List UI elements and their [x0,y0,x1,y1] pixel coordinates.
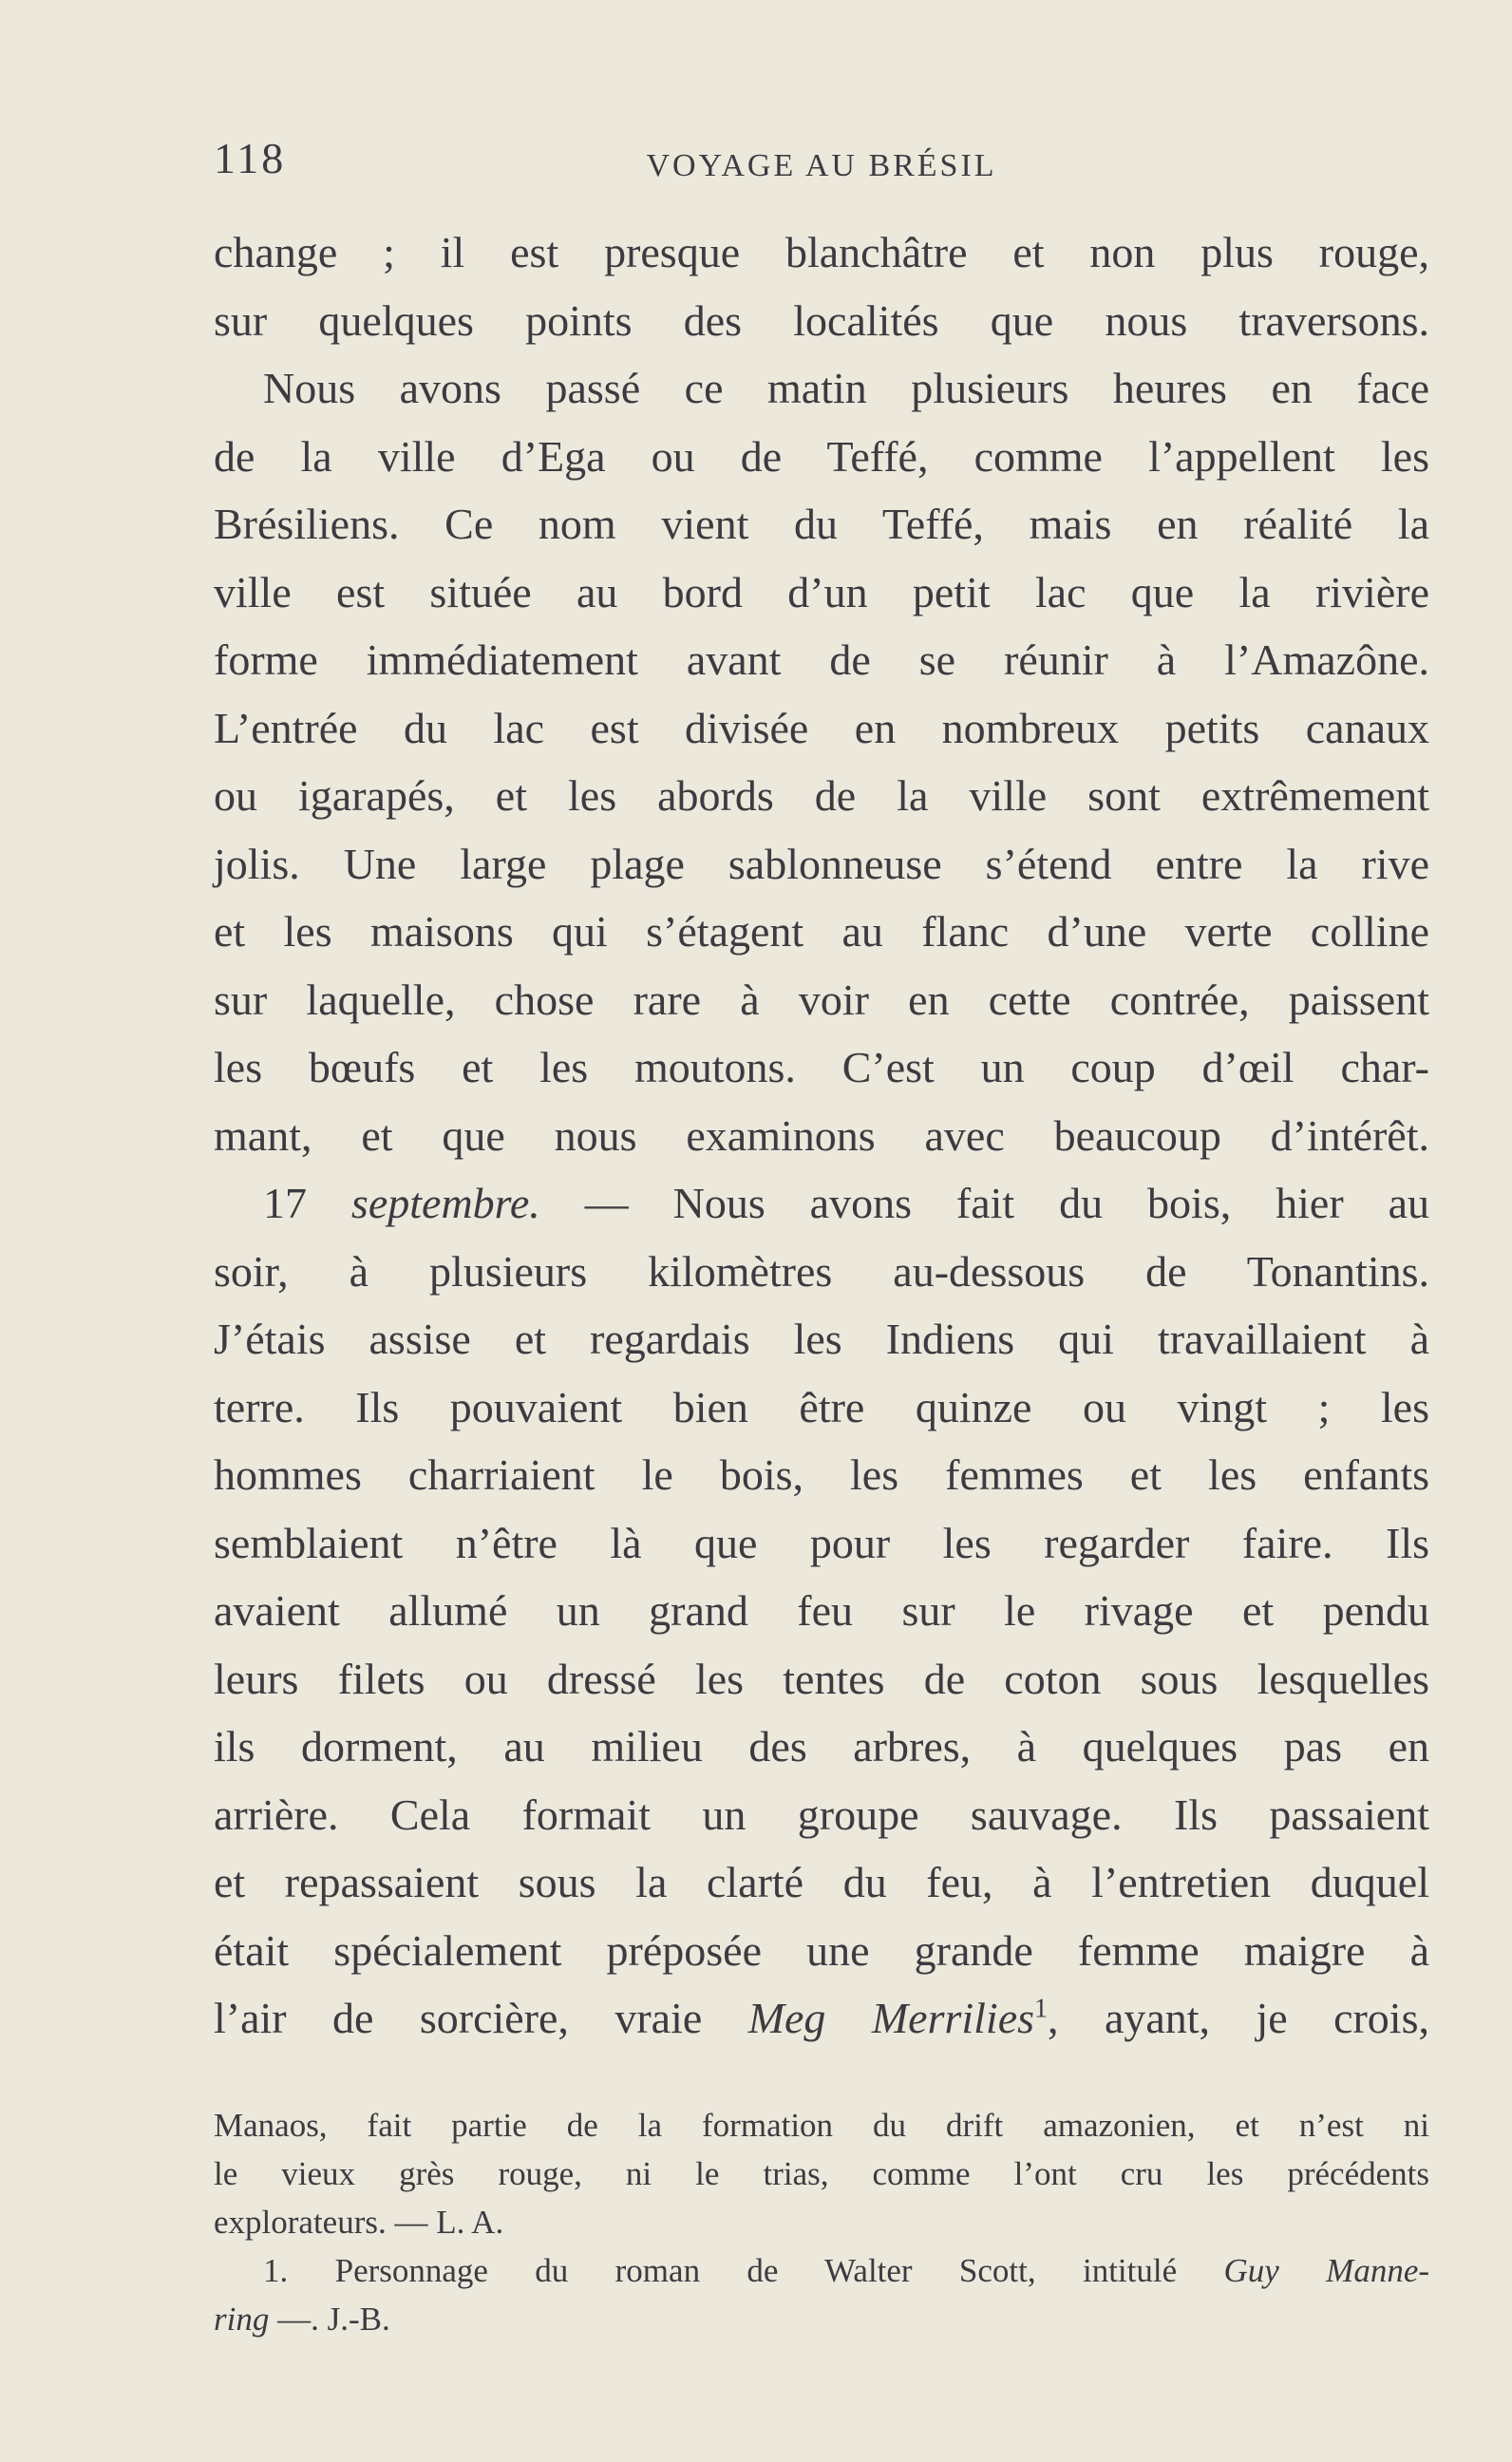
text-line: Brésiliens. Ce nom vient du Teffé, mais en réalité la [214,500,1429,548]
text-line: Nous avons passé ce matin plusieurs heures en face [263,364,1429,412]
text-line: soir, à plusieurs kilomètres au-dessous de Tonantins. [214,1246,1429,1296]
text-line: change ; il est presque blanchâtre et non plus rouge, [214,228,1429,276]
footnote-line [214,2295,1429,2343]
footnote-1 [214,2246,1429,2295]
text-line-with-note [214,1984,1429,2053]
text-line: avaient allumé un grand feu sur le rivage et pendu [214,1586,1429,1635]
entry-text: — Nous avons fait du bois, hier au [584,1179,1429,1227]
text-line: les bœufs et les moutons. C’est un coup d’œil char- [214,1043,1429,1091]
text-line: terre. Ils pouvaient bien être quinze ou vingt ; les [214,1382,1429,1431]
text-line: mant, et que nous examinons avec beaucoup d’intérêt. [214,1110,1429,1160]
running-title: VOYAGE AU BRÉSIL [646,148,997,183]
footnote-line: Manaos, fait partie de la formation du drift amazonien, et n’est ni [214,2107,1429,2144]
text-line: ils dorment, au milieu des arbres, à quelques pas en [214,1722,1429,1771]
page-number: 118 [214,134,287,182]
text-line-dated-entry [214,1169,1429,1238]
text-fragment: , ayant, je crois, [1048,1994,1429,2042]
footnote-line: le vieux grès rouge, ni le trias, comme l’ont cru les précédents [214,2155,1429,2192]
footnote-signature: —. J.-B. [269,2301,390,2338]
text-line: hommes charriaient le bois, les femmes et les enfants [214,1450,1429,1499]
footnote-text: 1. Personnage du roman de Walter Scott, intitulé [263,2252,1178,2289]
text-line: jolis. Une large plage sablonneuse s’étend entre la rive [214,839,1429,888]
text-fragment: l’air de sorcière, vraie [214,1994,703,2042]
text-line: leurs filets ou dressé les tentes de coton sous lesquelles [214,1654,1429,1703]
entry-date-day: 17 [263,1179,307,1227]
text-line: et repassaient sous la clarté du feu, à l’entretien duquel [214,1858,1429,1906]
text-line: sur laquelle, chose rare à voir en cette contrée, paissent [214,975,1429,1024]
text-line: ou igarapés, et les abords de la ville sont extrêmement [214,771,1429,820]
entry-date-month: septembre. [350,1179,540,1227]
footnote-marker[interactable]: 1 [1034,1994,1049,2024]
text-line: J’étais assise et regardais les Indiens qui travaillaient à [214,1315,1429,1363]
text-line: de la ville d’Ega ou de Teffé, comme l’appellent les [214,431,1429,481]
page-header [214,133,1429,199]
body-text [214,218,1429,2053]
text-line: sur quelques points des localités que nous traversons. [214,295,1429,345]
footnote-line: explorateurs. — L. A. [214,2204,504,2241]
book-title-end: ring [214,2301,270,2338]
text-line: semblaient n’être là que pour les regarder faire. Ils [214,1518,1429,1567]
book-title: Guy Manne- [1223,2252,1430,2289]
text-line: et les maisons qui s’étagent au flanc d’une verte colline [214,907,1429,956]
character-name: Meg Merrilies [747,1994,1035,2042]
text-line: ville est située au bord d’un petit lac que la rivière [214,567,1429,616]
text-line: arrière. Cela formait un groupe sauvage. Ils passaient [214,1790,1429,1839]
text-line: était spécialement préposée une grande femme maigre à [214,1925,1429,1975]
text-line: L’entrée du lac est divisée en nombreux petits canaux [214,703,1429,752]
footnotes [214,2101,1429,2343]
text-line: forme immédiatement avant de se réunir à l’Amazône. [214,635,1429,684]
